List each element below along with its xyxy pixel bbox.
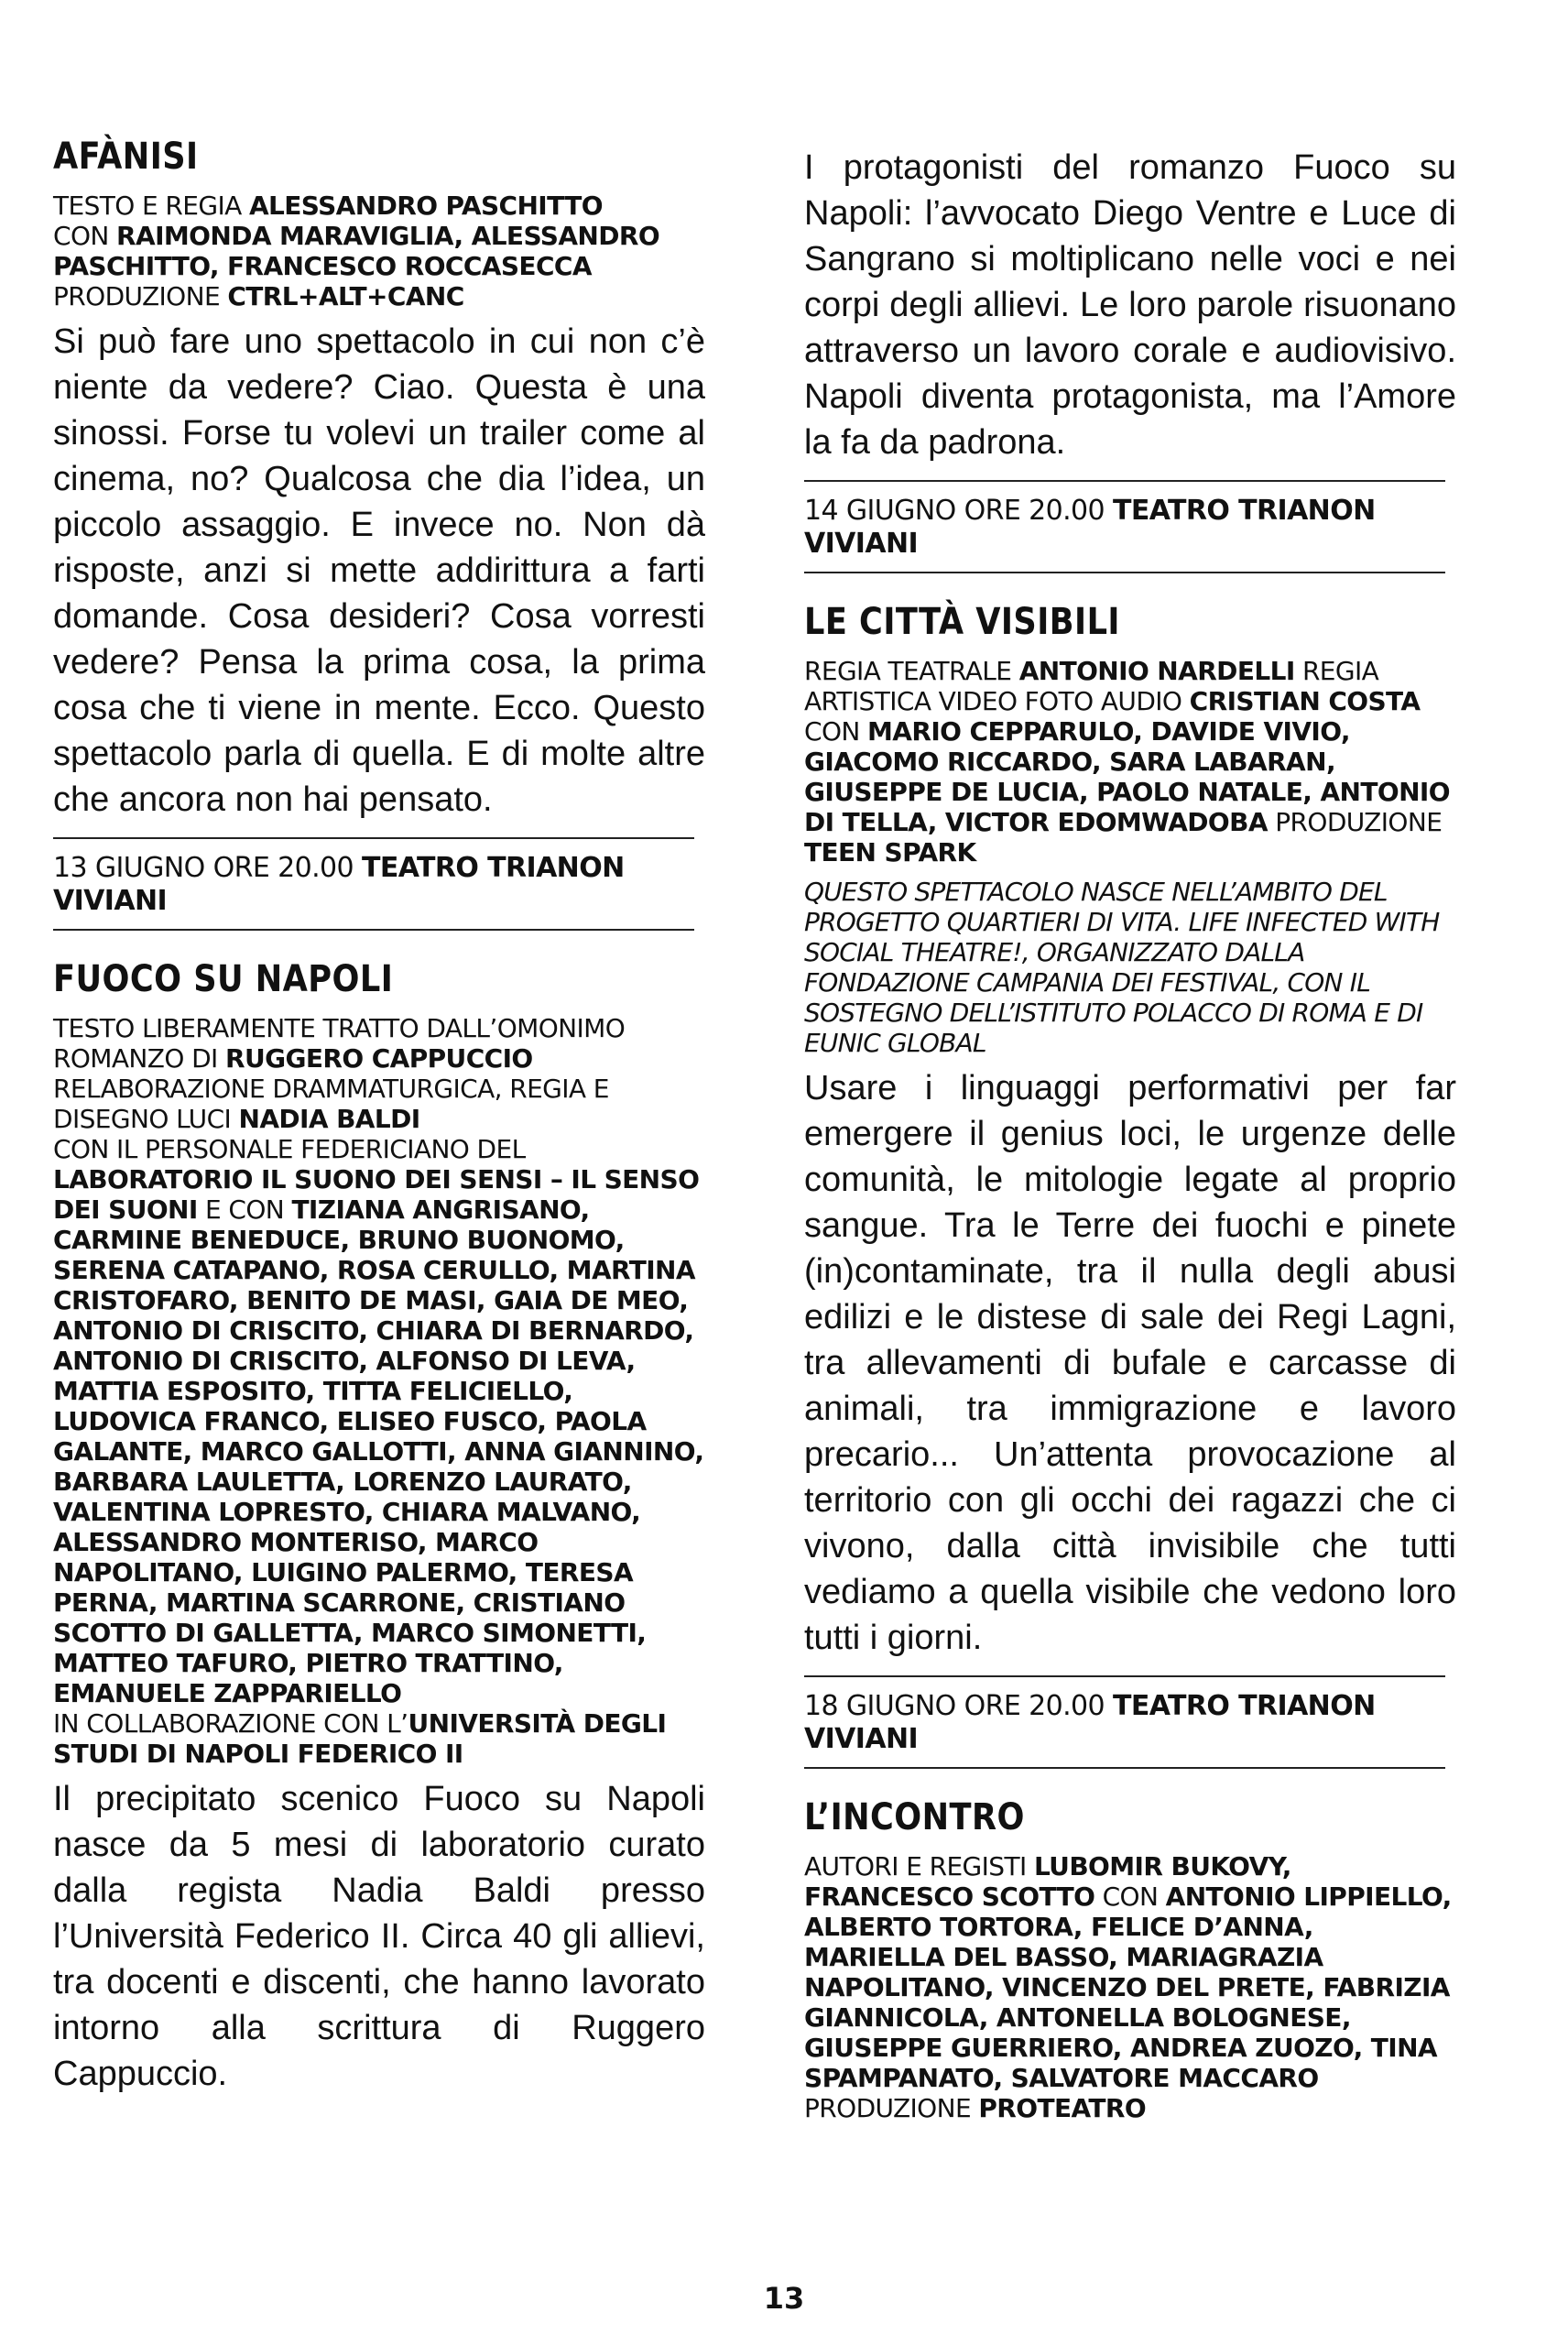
venue: TEATRO TRIANON VIVIANI	[804, 1690, 1376, 1755]
credit-label: TESTO E REGIA	[53, 191, 249, 221]
date-time: 13 GIUGNO ORE 20.00	[53, 852, 362, 884]
venue: TEATRO TRIANON VIVIANI	[53, 852, 625, 917]
show-synopsis: Si può fare uno spettacolo in cui non c’è niente da vedere? Ciao. Questa è una sinossi. Forse tu volevi un trailer come al cinema, no? Qualcosa che dia l’idea, un piccolo assaggio. E invece no. Non dà risposte, anzi si mette addirittura a farti domande. Cosa desideri? Cosa vorresti vedere? Pensa la prima cosa, la prima cosa che ti viene in mente. Ecco. Questo spettacolo parla di quella. E di molte altre che ancora non hai pensato.	[53, 322, 705, 819]
show-title: FUOCO SU NAPOLI	[53, 958, 394, 1000]
credit-value: ANTONIO NARDELLI	[1018, 656, 1295, 686]
credit-label: TESTO LIBERAMENTE TRATTO DALL’OMONIMO ROMANZO DI	[53, 1013, 626, 1074]
credit-value: TEEN SPARK	[804, 837, 976, 867]
credit-value: UNIVERSITÀ DEGLI STUDI DI NAPOLI FEDERICO II	[53, 1708, 667, 1769]
show-afanisi	[53, 136, 705, 931]
venue: TEATRO TRIANON VIVIANI	[804, 495, 1376, 560]
show-date	[53, 837, 694, 931]
credit-label: E CON	[197, 1194, 292, 1225]
credit-value: NADIA BALDI	[238, 1104, 420, 1134]
show-title: L’INCONTRO	[804, 1796, 1025, 1838]
credit-line	[53, 1013, 705, 1074]
page-number: 13	[763, 2281, 805, 2316]
credit-label: PRODUZIONE	[1267, 807, 1443, 837]
show-fuoco-su-napoli-continued	[804, 145, 1456, 573]
left-column	[53, 136, 705, 2097]
show-title: AFÀNISI	[53, 136, 199, 178]
show-credits	[804, 1851, 1456, 2123]
credit-value: TIZIANA ANGRISANO, CARMINE BENEDUCE, BRUNO BUONOMO, SERENA CATAPANO, ROSA CERULLO, MARTINA CRISTOFARO, BENITO DE MASI, GAIA DE MEO, ANTONIO DI CRISCITO, CHIARA DI BERNARDO, ANTONIO DI CRISCITO, ALFONSO DI LEVA, MATTIA ESPOSITO, TITTA FELICIELLO, LUDOVICA FRANCO, ELISEO FUSCO, PAOLA GALANTE, MARCO GALLOTTI, ANNA GIANNINO, BARBARA LAULETTA, LORENZO LAURATO, VALENTINA LOPRESTO, CHIARA MALVANO, ALESSANDRO MONTERISO, MARCO NAPOLITANO, LUIGINO PALERMO, TERESA PERNA, MARTINA SCARRONE, CRISTIANO SCOTTO DI GALLETTA, MARCO SIMONETTI, MATTEO TAFURO, PIETRO TRATTINO, EMANUELE ZAPPARIELLO	[53, 1194, 704, 1708]
date-time: 14 GIUGNO ORE 20.00	[804, 495, 1113, 527]
right-column	[804, 145, 1456, 2129]
credit-line	[53, 1134, 705, 1708]
show-title: LE CITTÀ VISIBILI	[804, 601, 1120, 643]
show-date	[804, 480, 1445, 573]
credit-line	[53, 281, 705, 311]
show-l-incontro	[804, 1796, 1456, 2123]
credit-label: AUTORI E REGISTI	[804, 1851, 1034, 1881]
credit-value: MARIO CEPPARULO, DAVIDE VIVIO, GIACOMO RICCARDO, SARA LABARAN, GIUSEPPE DE LUCIA, PAOLO NATALE, ANTONIO DI TELLA, VICTOR EDOMWADOBA	[804, 716, 1450, 837]
credit-line	[53, 1708, 705, 1769]
credit-label: REGIA ARTISTICA VIDEO FOTO AUDIO	[804, 656, 1379, 716]
credit-label: CON IL PERSONALE FEDERICIANO DEL	[53, 1134, 526, 1164]
credit-value: CTRL+ALT+CANC	[227, 281, 464, 311]
project-note: QUESTO SPETTACOLO NASCE NELL’AMBITO DEL PROGETTO QUARTIERI DI VITA. LIFE INFECTED WITH SOCIAL THEATRE!, ORGANIZZATO DALLA FONDAZIONE CAMPANIA DEI FESTIVAL, CON IL SOSTEGNO DELL’ISTITUTO POLACCO DI ROMA E DI EUNIC GLOBAL	[804, 877, 1440, 1058]
credit-value: LUBOMIR BUKOVY, FRANCESCO SCOTTO	[804, 1851, 1291, 1912]
credit-label: REGIA TEATRALE	[804, 656, 1019, 686]
credit-line	[53, 191, 705, 221]
show-synopsis: I protagonisti del romanzo Fuoco su Napoli: l’avvocato Diego Ventre e Luce di Sangrano si moltiplicano nelle voci e nei corpi degli allievi. Le loro parole risuonano attraverso un lavoro corale e audiovisivo. Napoli diventa protagonista, ma l’Amore la fa da padrona.	[804, 148, 1456, 462]
show-synopsis: Il precipitato scenico Fuoco su Napoli nasce da 5 mesi di laboratorio curato dalla regista Nadia Baldi presso l’Università Federico II. Circa 40 gli allievi, tra docenti e discenti, che hanno lavorato intorno alla scrittura di Ruggero Cappuccio.	[53, 1780, 705, 2093]
credit-value: ANTONIO LIPPIELLO, ALBERTO TORTORA, FELICE D’ANNA, MARIELLA DEL BASSO, MARIAGRAZIA NAPOLITANO, VINCENZO DEL PRETE, FABRIZIA GIANNICOLA, ANTONELLA BOLOGNESE, GIUSEPPE GUERRIERO, ANDREA ZUOZO, TINA SPAMPANATO, SALVATORE MACCARO	[804, 1881, 1452, 2093]
credit-value: LABORATORIO IL SUONO DEI SENSI – IL SENSO DEI SUONI	[53, 1164, 700, 1225]
credit-line	[53, 1074, 705, 1134]
show-fuoco-su-napoli	[53, 958, 705, 2097]
credit-label: CON	[804, 716, 868, 747]
date-time: 18 GIUGNO ORE 20.00	[804, 1690, 1113, 1722]
credit-label: RELABORAZIONE DRAMMATURGICA, REGIA E DISEGNO LUCI	[53, 1074, 609, 1134]
credit-label: PRODUZIONE	[804, 2093, 979, 2123]
show-credits	[53, 1013, 705, 1769]
credit-value: RUGGERO CAPPUCCIO	[225, 1043, 533, 1074]
credit-value: PROTEATRO	[978, 2093, 1147, 2123]
show-date	[804, 1675, 1445, 1769]
show-credits	[804, 656, 1456, 867]
show-le-citta-visibili	[804, 601, 1456, 1769]
credit-value: RAIMONDA MARAVIGLIA, ALESSANDRO PASCHITTO, FRANCESCO ROCCASECCA	[53, 221, 660, 281]
credit-label: PRODUZIONE	[53, 281, 228, 311]
credit-label: IN COLLABORAZIONE CON L’	[53, 1708, 408, 1739]
credit-label: CON	[53, 221, 117, 251]
show-synopsis: Usare i linguaggi performativi per far emergere il genius loci, le urgenze delle comunità, le mitologie legate al proprio sangue. Tra le Terre dei fuochi e pinete (in)contaminate, tra il nulla degli abusi edilizi e le distese di sale dei Regi Lagni, tra allevamenti di bufale e carcasse di animali, tra immigrazione e lavoro precario... Un’attenta provocazione al territorio con gli occhi dei ragazzi che ci vivono, dalla città invisibile che tutti vediamo a quella visibile che vedono loro tutti i giorni.	[804, 1069, 1456, 1657]
show-credits	[53, 191, 705, 311]
credit-value: CRISTIAN COSTA	[1189, 686, 1421, 716]
credit-value: ALESSANDRO PASCHITTO	[248, 191, 603, 221]
credit-line	[53, 221, 705, 281]
credit-label: CON	[1094, 1881, 1166, 1912]
